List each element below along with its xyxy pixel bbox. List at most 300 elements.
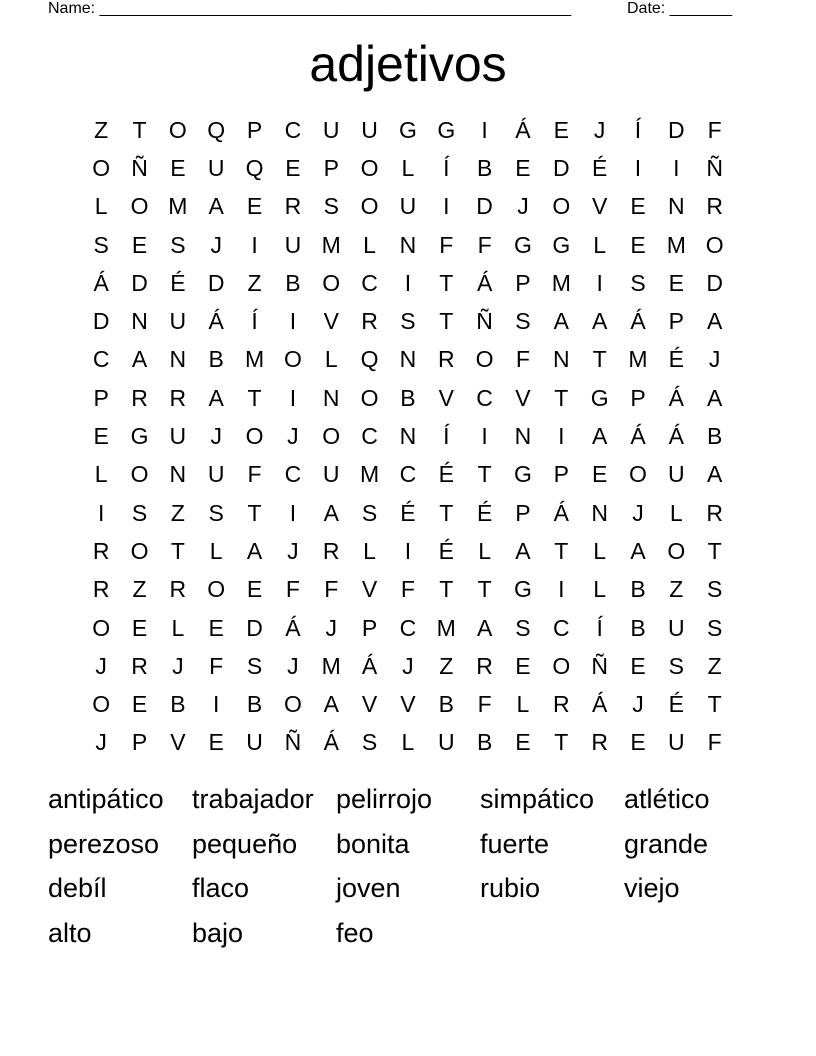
grid-letter: I [596,269,603,296]
grid-letter: U [668,461,685,488]
word-bank-item: debíl [48,873,107,904]
grid-letter: Ñ [131,154,148,181]
grid-letter: U [668,729,685,756]
word-bank-item: simpático [480,784,595,814]
grid-letter: N [399,231,417,258]
grid-letter: I [481,116,488,143]
grid-letter: N [668,193,685,220]
grid-letter: L [94,461,108,488]
word-bank-item: feo [336,918,374,949]
grid-letter: U [322,116,340,143]
page-title: adjetivos [309,36,507,92]
grid-letter: É [668,346,684,373]
grid-letter: R [284,193,302,220]
grid-letter: A [208,384,224,411]
grid-letter: J [632,691,644,718]
grid-letter: A [515,537,531,564]
grid-letter: T [439,499,454,526]
grid-letter: Z [247,269,262,296]
grid-letter: L [516,691,530,718]
grid-letter: O [360,154,379,181]
grid-letter: J [95,729,107,756]
grid-letter: M [321,231,341,258]
grid-letter: F [247,461,262,488]
grid-letter: Í [443,154,450,181]
grid-letter: C [399,461,417,488]
grid-letter: I [289,499,297,526]
grid-letter: D [668,116,685,143]
grid-letter: L [401,154,415,181]
grid-letter: G [514,461,532,488]
grid-letter: L [209,537,223,564]
grid-letter: T [247,384,262,411]
grid-letter: V [591,193,608,220]
grid-letter: C [284,116,302,143]
grid-letter: E [515,154,531,181]
grid-letter: C [284,461,302,488]
grid-letter: F [285,576,300,603]
grid-letter: T [477,576,492,603]
grid-letter: Á [361,652,378,679]
grid-letter: D [552,154,570,181]
grid-letter: S [246,652,263,679]
grid-letter: T [592,346,607,373]
grid-letter: V [170,729,186,756]
grid-letter: N [591,499,608,526]
grid-letter: É [170,269,186,296]
grid-letter: P [361,614,378,641]
grid-letter: C [361,269,378,296]
grid-letter: D [246,614,263,641]
grid-letter: S [630,269,646,296]
grid-letter: Ñ [476,308,493,335]
grid-letter: D [706,269,723,296]
grid-letter: O [475,346,494,373]
grid-letter: S [208,499,224,526]
grid-letter: L [363,231,376,258]
grid-letter: U [207,154,225,181]
grid-letter: R [706,193,723,220]
grid-letter: U [169,423,187,450]
grid-letter: S [400,308,416,335]
grid-letter: U [246,729,263,756]
grid-letter: I [673,154,680,181]
grid-letter: P [93,384,109,411]
grid-letter: Á [515,116,531,143]
grid-letter: E [630,231,646,258]
grid-letter: O [245,423,264,450]
grid-letter: F [707,729,722,756]
grid-letter: Z [669,576,684,603]
grid-letter: V [323,308,339,335]
grid-letter: S [668,652,684,679]
grid-letter: F [515,346,530,373]
grid-letter: O [667,537,686,564]
grid-letter: I [558,576,565,603]
grid-letter: T [477,461,492,488]
grid-letter: O [360,384,379,411]
grid-letter: Á [668,423,684,450]
grid-letter: N [322,384,340,411]
grid-letter: S [361,729,378,756]
grid-letter: C [399,614,417,641]
grid-letter: É [591,154,608,181]
grid-letter: P [553,461,569,488]
grid-letter: A [553,308,569,335]
grid-letter: Ñ [284,729,302,756]
grid-letter: Q [360,346,379,373]
grid-letter: M [168,193,188,220]
grid-letter: A [131,346,148,373]
grid-letter: P [515,269,531,296]
grid-letter: E [208,614,224,641]
grid-letter: V [361,576,378,603]
grid-letter: F [477,691,492,718]
grid-letter: G [437,116,456,143]
grid-letter: J [172,652,184,679]
grid-letter: E [668,269,684,296]
grid-letter: T [247,499,262,526]
grid-letter: R [591,729,608,756]
grid-letter: T [132,116,147,143]
grid-letter: L [94,193,108,220]
grid-letter: U [399,193,417,220]
grid-letter: Q [207,116,226,143]
grid-letter: O [322,269,341,296]
grid-letter: B [285,269,301,296]
grid-letter: N [131,308,148,335]
grid-letter: T [707,691,722,718]
grid-letter: L [669,499,683,526]
grid-letter: P [246,116,263,143]
grid-letter: Í [634,116,642,143]
word-bank [48,780,768,959]
grid-letter: G [552,231,571,258]
grid-letter: R [169,384,187,411]
grid-letter: Q [245,154,264,181]
name-field-label: Name: _____________________________________________________ [48,0,572,17]
grid-letter: B [246,691,263,718]
grid-letter: O [283,346,302,373]
grid-letter: G [514,576,532,603]
grid-letter: A [246,537,263,564]
grid-letter: R [437,346,455,373]
grid-letter: Í [443,423,450,450]
grid-letter: É [476,499,493,526]
grid-letter: R [322,537,340,564]
grid-letter: E [93,423,109,450]
grid-letter: E [630,729,646,756]
grid-letter: S [707,614,723,641]
word-bank-item: flaco [192,873,250,904]
grid-letter: E [246,193,263,220]
grid-letter: J [632,499,644,526]
grid-letter: C [476,384,493,411]
grid-letter: N [399,423,417,450]
grid-letter: B [630,576,646,603]
grid-letter: R [169,576,187,603]
grid-letter: I [289,308,297,335]
grid-letter: D [92,308,110,335]
grid-letter: Á [285,614,301,641]
grid-letter: R [476,652,493,679]
grid-letter: Ñ [706,154,723,181]
grid-letter: R [92,537,110,564]
grid-letter: E [591,461,608,488]
grid-letter: A [323,691,339,718]
grid-letter: D [207,269,225,296]
grid-letter: O [552,652,571,679]
grid-letter: Z [132,576,147,603]
grid-letter: B [400,384,416,411]
grid-letter: T [554,729,569,756]
word-bank-item: bajo [192,918,244,949]
grid-letter: B [170,691,186,718]
grid-letter: I [289,384,297,411]
grid-letter: Z [439,652,454,679]
word-bank-item: pequeño [192,828,298,859]
grid-letter: M [436,614,456,641]
grid-letter: Á [553,499,569,526]
grid-letter: I [404,269,412,296]
grid-letter: E [285,154,301,181]
grid-letter: E [630,652,646,679]
grid-letter: L [171,614,185,641]
grid-letter: E [131,231,148,258]
grid-letter: É [400,499,416,526]
grid-letter: U [284,231,302,258]
grid-letter: P [668,308,684,335]
grid-letter: E [131,614,148,641]
grid-letter: J [402,652,414,679]
grid-letter: J [325,614,337,641]
grid-letter: M [244,346,265,373]
grid-letter: A [323,499,339,526]
grid-letter: A [476,614,493,641]
grid-letter: S [131,499,148,526]
grid-letter: T [439,308,454,335]
grid-letter: S [170,231,186,258]
grid-letter: J [287,652,299,679]
grid-letter: A [707,384,723,411]
grid-letter: N [169,346,187,373]
word-bank-item: viejo [624,873,680,904]
grid-letter: L [324,346,338,373]
grid-letter: F [439,231,454,258]
grid-letter: L [363,537,376,564]
grid-letter: P [323,154,339,181]
grid-letter: F [707,116,722,143]
grid-letter: J [95,652,107,679]
grid-letter: B [707,423,723,450]
word-bank-item: bonita [336,828,410,859]
grid-letter: É [668,691,684,718]
grid-letter: U [668,614,685,641]
grid-letter: E [131,691,148,718]
grid-letter: S [515,308,531,335]
grid-letter: E [208,729,224,756]
grid-letter: A [707,308,723,335]
grid-letter: E [515,652,531,679]
grid-letter: G [514,231,532,258]
grid-letter: O [322,423,341,450]
grid-letter: O [207,576,226,603]
grid-letter: T [170,537,185,564]
grid-letter: O [629,461,647,488]
grid-letter: M [666,231,686,258]
grid-letter: L [593,231,607,258]
grid-letter: Ñ [591,652,608,679]
grid-letter: O [130,537,149,564]
grid-letter: O [360,193,379,220]
grid-letter: S [323,193,339,220]
grid-letter: O [130,461,149,488]
grid-letter: T [707,537,722,564]
grid-letter: F [209,652,224,679]
grid-letter: Á [630,308,646,335]
grid-letter: A [630,537,646,564]
grid-letter: B [208,346,224,373]
word-bank-item: joven [336,873,401,904]
grid-letter: E [630,193,646,220]
grid-letter: J [593,116,606,143]
grid-letter: C [361,423,378,450]
grid-letter: U [322,461,340,488]
grid-letter: U [169,308,187,335]
grid-letter: Í [251,308,258,335]
grid-letter: S [93,231,109,258]
grid-letter: T [554,384,569,411]
grid-letter: B [476,154,493,181]
grid-letter: I [97,499,105,526]
word-bank-item: perezoso [48,828,160,859]
grid-letter: I [481,423,488,450]
grid-letter: M [628,346,648,373]
word-bank-item: atlético [624,784,710,814]
grid-letter: N [514,423,532,450]
grid-letter: R [706,499,723,526]
grid-letter: Á [476,269,493,296]
grid-letter: C [552,614,570,641]
grid-letter: L [593,537,607,564]
grid-letter: V [361,691,378,718]
grid-letter: A [707,461,723,488]
grid-letter: E [515,729,531,756]
grid-letter: J [517,193,529,220]
grid-letter: N [399,346,417,373]
grid-letter: Á [668,384,684,411]
grid-letter: B [476,729,493,756]
grid-letter: É [438,461,454,488]
grid-letter: L [593,576,607,603]
grid-letter: E [246,576,263,603]
grid-letter: J [210,231,222,258]
grid-letter: M [359,461,380,488]
word-bank-item: alto [48,918,92,949]
grid-letter: F [400,576,415,603]
grid-letter: A [591,423,608,450]
grid-letter: U [207,461,225,488]
grid-letter: P [630,384,646,411]
grid-letter: D [476,193,493,220]
grid-letter: N [169,461,187,488]
grid-letter: O [92,154,111,181]
grid-letter: J [210,423,222,450]
grid-letter: R [131,652,148,679]
grid-letter: E [553,116,569,143]
grid-letter: G [130,423,149,450]
grid-letter: I [443,193,450,220]
grid-letter: Z [707,652,722,679]
grid-letter: V [515,384,531,411]
grid-letter: B [630,614,646,641]
grid-letter: I [213,691,220,718]
grid-letter: M [551,269,571,296]
grid-letter: O [168,116,187,143]
grid-letter: Á [323,729,339,756]
word-bank-item: rubio [480,873,541,904]
grid-letter: R [92,576,110,603]
grid-letter: R [131,384,148,411]
grid-letter: L [478,537,491,564]
grid-letter: C [92,346,110,373]
grid-letter: Z [94,116,109,143]
grid-letter: T [439,269,454,296]
grid-letter: B [438,691,454,718]
grid-letter: I [558,423,565,450]
grid-letter: I [634,154,642,181]
grid-letter: T [439,576,454,603]
grid-letter: V [438,384,454,411]
grid-letter: Á [208,308,224,335]
word-bank-item: trabajador [192,784,314,814]
grid-letter: O [92,691,111,718]
grid-letter: G [590,384,609,411]
grid-letter: R [552,691,570,718]
grid-letter: J [287,423,299,450]
grid-letter: M [321,652,341,679]
grid-letter: U [361,116,378,143]
grid-letter: A [208,193,224,220]
grid-letter: O [130,193,149,220]
grid-letter: O [92,614,111,641]
grid-letter: J [708,346,721,373]
grid-letter: F [477,231,492,258]
grid-letter: N [552,346,570,373]
date-field-label: Date: _______ [627,0,732,17]
grid-letter: L [401,729,415,756]
grid-letter: A [591,308,608,335]
grid-letter: O [552,193,571,220]
word-search-grid [82,111,734,762]
grid-letter: O [283,691,302,718]
grid-letter: J [287,537,299,564]
grid-letter: G [398,116,417,143]
grid-letter: S [515,614,531,641]
grid-letter: D [131,269,148,296]
word-bank-item: antipático [48,784,164,814]
grid-letter: O [705,231,724,258]
grid-letter: P [131,729,148,756]
word-bank-item: grande [624,828,709,859]
grid-letter: F [324,576,339,603]
grid-letter: S [361,499,378,526]
grid-letter: P [515,499,531,526]
grid-letter: Á [93,269,109,296]
grid-letter: U [437,729,455,756]
grid-letter: S [707,576,723,603]
grid-letter: V [400,691,416,718]
